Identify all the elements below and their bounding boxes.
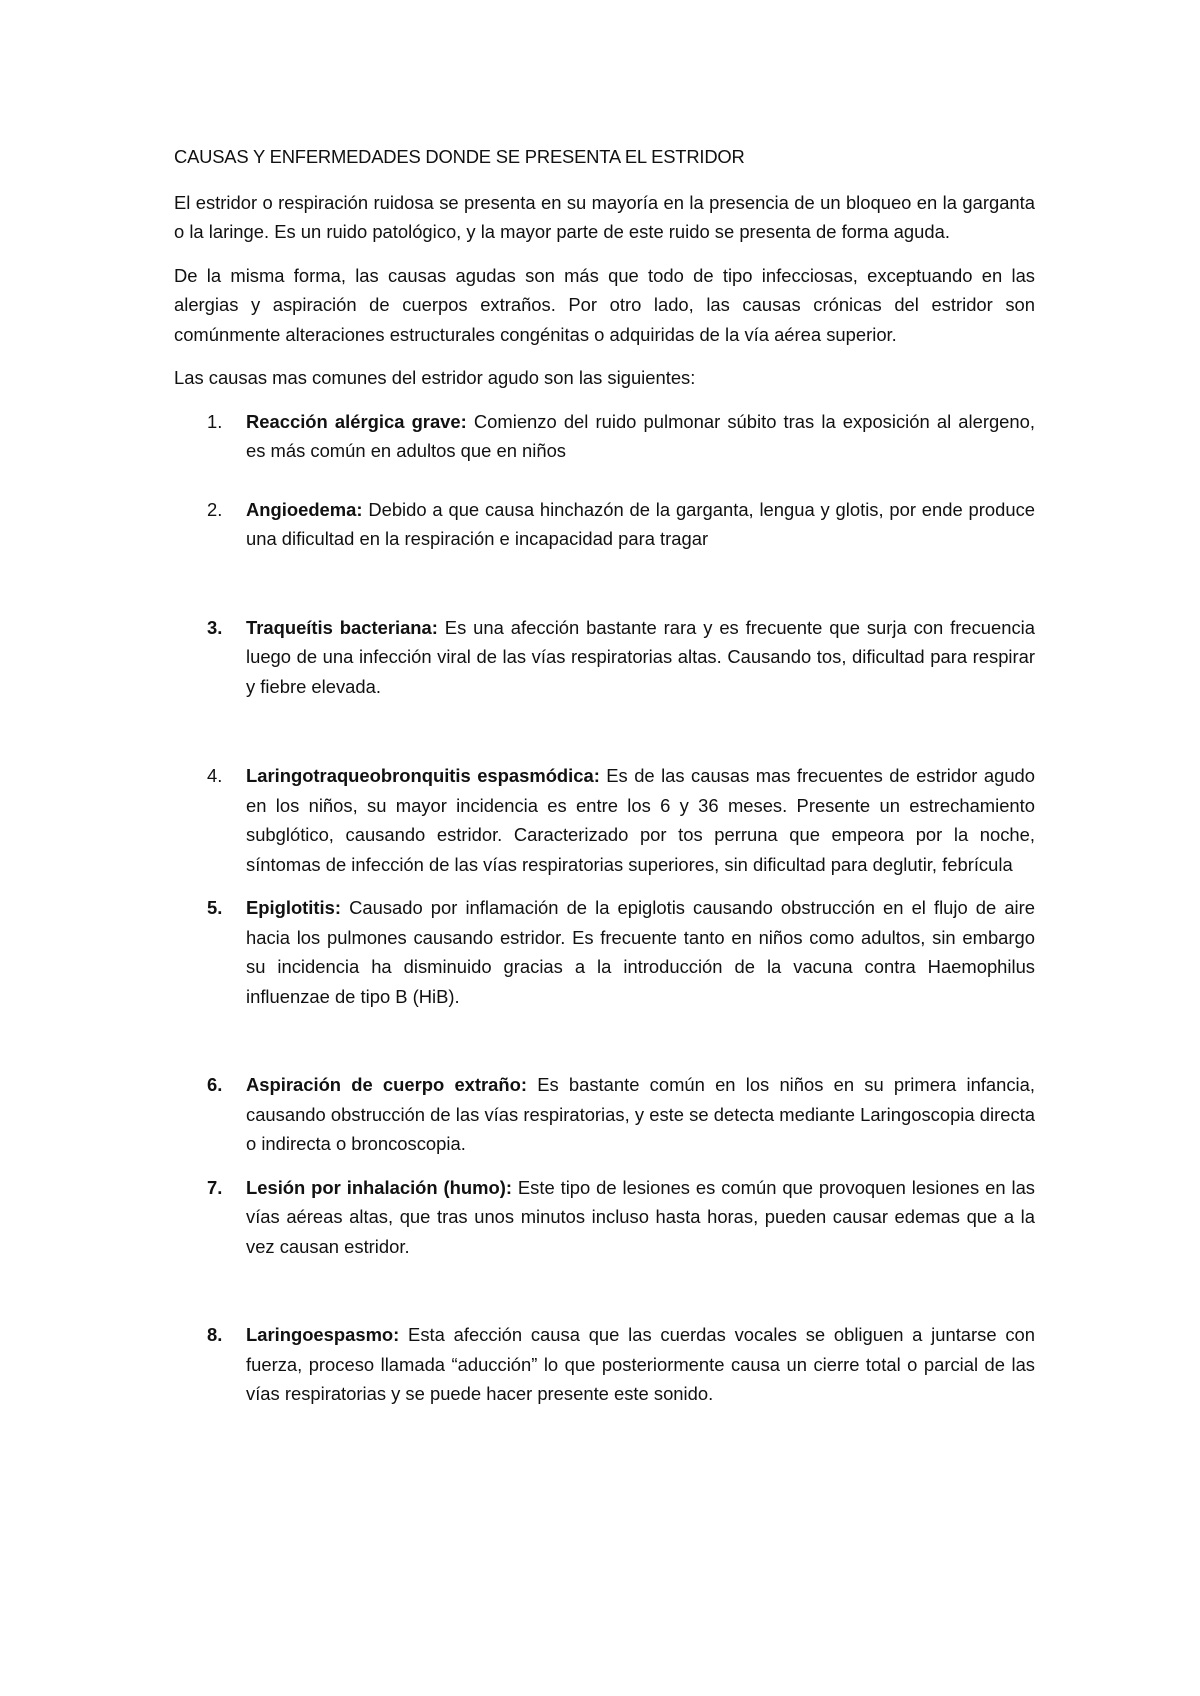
list-item-number: 8. <box>207 1324 223 1345</box>
list-item-number: 3. <box>207 616 223 638</box>
list-item-number: 1. <box>207 410 223 432</box>
list-item-text: Es una afección bastante rara y es frecuente que surja con frecuencia luego de una infección viral de las vías respiratorias altas. Causando tos, dificultad para respirar y fiebre elevada. <box>246 616 1036 697</box>
causes-paragraph: De la misma forma, las causas agudas son más que todo de tipo infecciosas, exceptuando en las alergias y aspiración de cuerpos extraños. Por otro lado, las causas crónicas del estridor son comúnmente alteraciones estructurales congénitas o adquiridas de la vía aérea superior. <box>174 264 1035 345</box>
list-item-number: 6. <box>207 1074 223 1095</box>
list-item <box>174 613 1035 702</box>
list-item-number: 7. <box>207 1176 223 1198</box>
list-item-term: Aspiración de cuerpo extraño: <box>246 1074 528 1095</box>
list-item <box>174 1070 1035 1159</box>
document-title: CAUSAS Y ENFERMEDADES DONDE SE PRESENTA EL ESTRIDOR <box>174 146 745 167</box>
document-body <box>174 142 1035 1409</box>
intro-paragraph: El estridor o respiración ruidosa se presenta en su mayoría en la presencia de un bloqueo en la garganta o la laringe. Es un ruido patológico, y la mayor parte de este ruido se presenta de forma aguda. <box>174 191 1035 242</box>
list-item <box>174 495 1035 554</box>
list-item-number: 4. <box>207 765 223 786</box>
list-item-text: Esta afección causa que las cuerdas vocales se obliguen a juntarse con fuerza, proceso llamada “aducción” lo que posteriormente causa un cierre total o parcial de las vías respiratorias y se puede hacer presente este sonido. <box>246 1324 1035 1404</box>
list-item-term: Lesión por inhalación (humo): <box>246 1176 512 1198</box>
list-item <box>174 1173 1035 1262</box>
list-item-term: Epiglotitis: <box>246 897 342 918</box>
list-item <box>174 761 1035 879</box>
list-item-text: Debido a que causa hinchazón de la garganta, lengua y glotis, por ende produce una dificultad en la respiración e incapacidad para tragar <box>246 498 1035 549</box>
list-item-number: 5. <box>207 897 223 918</box>
list-item-term: Laringotraqueobronquitis espasmódica: <box>246 765 600 786</box>
list-item-term: Traqueítis bacteriana: <box>246 616 438 638</box>
list-item-text: Causado por inflamación de la epiglotis causando obstrucción en el flujo de aire hacia los pulmones causando estridor. Es frecuente tanto en niños como adultos, sin embargo su incidencia ha disminuido gracias a la introducción de la vacuna contra Haemophilus influenzae de tipo B (HiB). <box>246 897 1035 1007</box>
list-item <box>174 407 1035 466</box>
list-item-number: 2. <box>207 498 223 520</box>
list-item <box>174 1320 1035 1409</box>
list-item-term: Reacción alérgica grave: <box>246 410 467 432</box>
list-item-text: Este tipo de lesiones es común que provoquen lesiones en las vías aéreas altas, que tras unos minutos incluso hasta horas, pueden causar edemas que a la vez causan estridor. <box>246 1176 1035 1257</box>
list-item-term: Laringoespasmo: <box>246 1324 400 1345</box>
list-item-term: Angioedema: <box>246 498 363 520</box>
list-item <box>174 893 1035 1011</box>
list-item-text: Es de las causas mas frecuentes de estridor agudo en los niños, su mayor incidencia es entre los 6 y 36 meses. Presente un estrechamiento subglótico, causando estridor. Caracterizado por tos perruna que empeora por la noche, síntomas de infección de las vías respiratorias superiores, sin dificultad para deglutir, febrícula <box>246 765 1036 875</box>
list-intro-paragraph: Las causas mas comunes del estridor agudo son las siguientes: <box>174 367 696 388</box>
list-item-text: Comienzo del ruido pulmonar súbito tras la exposición al alergeno, es más común en adultos que en niños <box>246 410 1035 461</box>
causes-list <box>174 407 1035 1409</box>
list-item-text: Es bastante común en los niños en su primera infancia, causando obstrucción de las vías respiratorias, y este se detecta mediante Laringoscopia directa o indirecta o broncoscopia. <box>246 1074 1035 1154</box>
